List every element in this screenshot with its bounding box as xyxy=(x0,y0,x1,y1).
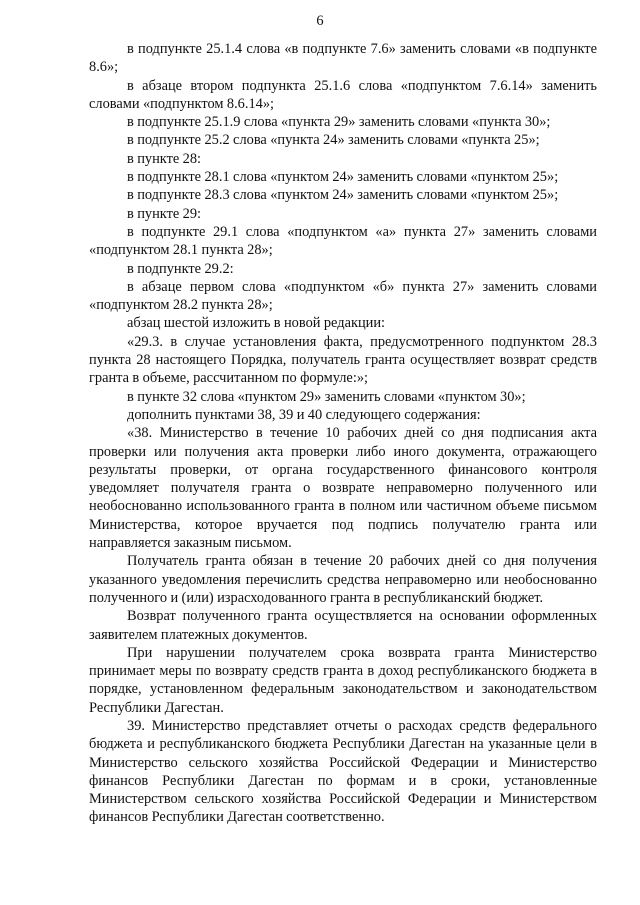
page-number: 6 xyxy=(316,13,324,29)
paragraph: в пункте 32 слова «пунктом 29» заменить словами «пунктом 30»; xyxy=(127,388,526,405)
paragraph: в подпункте 25.1.9 слова «пункта 29» заменить словами «пункта 30»; xyxy=(127,114,551,131)
paragraph: Возврат полученного гранта осуществляется на основании оформленных заявителем платежных документов. xyxy=(89,608,597,643)
document-body xyxy=(89,40,597,827)
paragraph: абзац шестой изложить в новой редакции: xyxy=(127,315,386,332)
paragraph: в подпункте 25.1.4 слова «в подпункте 7.6» заменить словами «в подпункте 8.6»; xyxy=(89,41,597,76)
paragraph: в пункте 28: xyxy=(127,150,202,167)
paragraph: в подпункте 29.2: xyxy=(127,260,234,277)
paragraph: При нарушении получателем срока возврата гранта Министерство принимает меры по возврату средств гранта в доход республиканского бюджета в порядке, установленном федеральным законодательством и законодательством Республики Дагестан. xyxy=(89,644,597,716)
paragraph: в абзаце первом слова «подпунктом «б» пункта 27» заменить словами «подпунктом 28.2 пункта 28»; xyxy=(89,278,597,314)
paragraph: «38. Министерство в течение 10 рабочих дней со дня подписания акта проверки или получения акта проверки либо иного документа, отражающего результаты проверки, от органа государственного финансового контроля уведомляет получателя гранта о возврате неправомерно полученного или необоснованно использованного гранта в полном или частичном объеме письмом Министерства, которое вручается под подпись получателю гранта или направляется заказным письмом. xyxy=(89,425,597,552)
paragraph: Получатель гранта обязан в течение 20 рабочих дней со дня получения указанного уведомления перечислить средства неправомерно или необоснованно полученного и (или) израсходованного гранта в республиканский бюджет. xyxy=(89,553,597,606)
paragraph: в абзаце втором подпункта 25.1.6 слова «подпунктом 7.6.14» заменить словами «подпунктом 8.6.14»; xyxy=(89,77,597,112)
paragraph: 39. Министерство представляет отчеты о расходах средств федерального бюджета и республиканского бюджета Республики Дагестан на указанные цели в Министерство сельского хозяйства Российской Федерации и Министерство финансов Республики Дагестан по формам и в сроки, установленные Министерством сельского хозяйства Российской Федерации и Министерством финансов Республики Дагестан соответственно. xyxy=(89,717,597,826)
paragraph: в подпункте 29.1 слова «подпунктом «а» пункта 27» заменить словами «подпунктом 28.1 пункта 28»; xyxy=(89,223,597,259)
paragraph: «29.3. в случае установления факта, предусмотренного подпунктом 28.3 пункта 28 настоящего Порядка, получатель гранта осуществляет возврат средств гранта в объеме, рассчитанном по формуле:»; xyxy=(89,333,597,387)
paragraph: дополнить пунктами 38, 39 и 40 следующего содержания: xyxy=(127,406,481,423)
paragraph: в пункте 29: xyxy=(127,205,202,222)
paragraph: в подпункте 28.1 слова «пунктом 24» заменить словами «пунктом 25»; xyxy=(127,169,559,186)
paragraph: в подпункте 25.2 слова «пункта 24» заменить словами «пункта 25»; xyxy=(127,132,540,149)
paragraph: в подпункте 28.3 слова «пунктом 24» заменить словами «пунктом 25»; xyxy=(127,187,559,204)
